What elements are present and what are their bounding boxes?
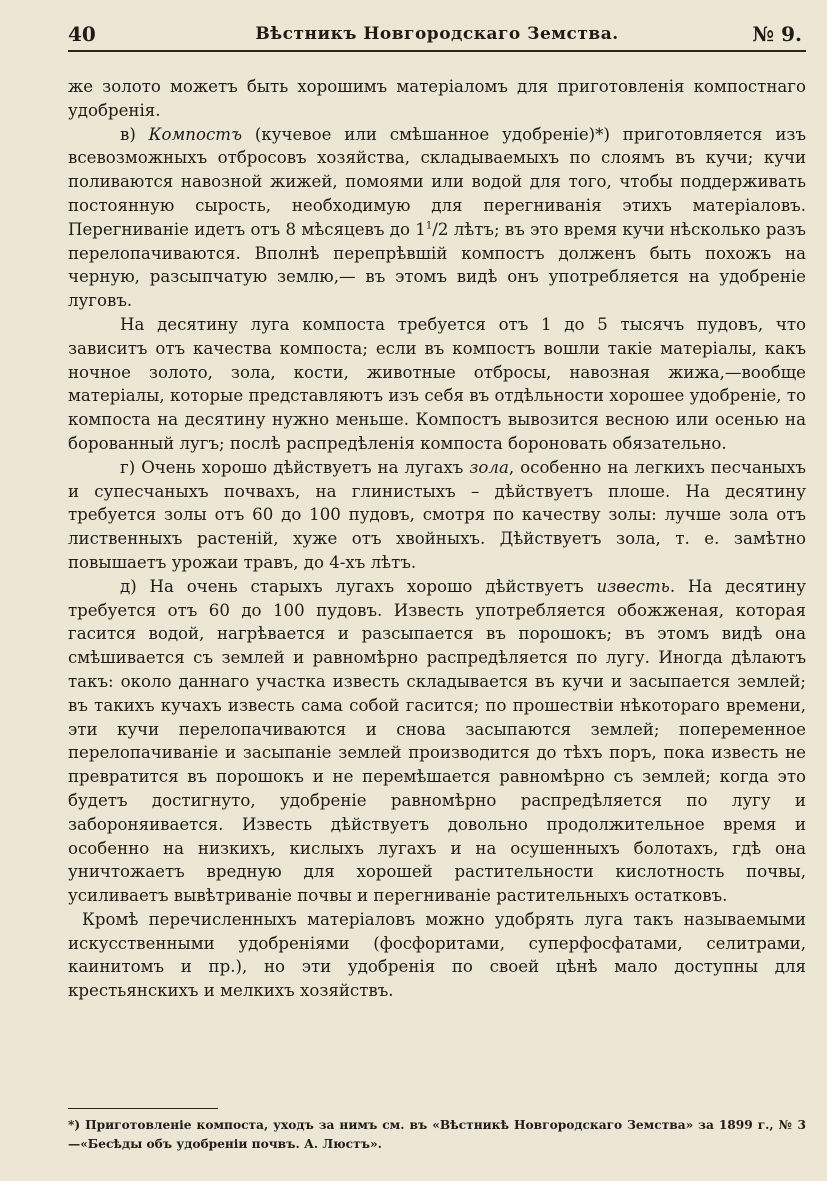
- issue-number: № 9.: [752, 22, 802, 46]
- term-ash: зола: [469, 457, 509, 477]
- term-compost: Компостъ: [148, 124, 243, 144]
- running-header: [68, 20, 806, 52]
- paragraph-lime: д) На очень старыхъ лугахъ хорошо дѣйствуетъ известь. На десятину требуется отъ 60 до 100 пудовъ. Известь употребляется обожженая, которая гасится водой, нагрѣвается и разсыпается въ порошокъ; въ этомъ видѣ она смѣшивается съ землей и равномѣрно распредѣляется по лугу. Иногда дѣлаютъ такъ: около даннаго участка известь складывается въ кучи и засыпается землей; въ такихъ кучахъ известь сама собой гасится; по прошествіи нѣкотораго времени, эти кучи перелопачиваются и снова засыпаются землей; попеременное перелопачиваніе и засыпаніе землей производится до тѣхъ поръ, пока известь не превратится въ порошокъ и не перемѣшается равномѣрно съ землей; когда это будетъ достигнуто, удобреніе равномѣрно распредѣляется по лугу и забороняивается. Известь дѣйствуетъ довольно продолжительное время и особенно на низкихъ, кислыхъ лугахъ и на осушенныхъ болотахъ, гдѣ она уничтожаетъ вредную для хорошей растительности кислотность почвы, усиливаетъ вывѣтриваніе почвы и перегниваніе растительныхъ остатковъ.: [68, 576, 806, 906]
- body-text: [68, 75, 806, 1003]
- footnote-divider: [68, 1108, 218, 1109]
- footnote: [68, 1116, 806, 1154]
- journal-title: Вѣстникъ Новгородскаго Земства.: [255, 24, 619, 44]
- paragraph-compost-rate: На десятину луга компоста требуется отъ 1 до 5 тысячъ пудовъ, что зависитъ отъ качества компоста; если въ компостъ вошли такіе матеріалы, какъ ночное золото, зола, кости, животные отбросы, навозная жижа,—вообще матеріалы, которые представляютъ изъ себя въ отдѣльности хорошее удобреніе, то компоста на десятину нужно меньше. Компостъ вывозится весною или осенью на борованный лугъ; послѣ распредѣленія компоста бороновать обязательно.: [68, 314, 806, 453]
- paragraph-ash: г) Очень хорошо дѣйствуетъ на лугахъ зола, особенно на легкихъ песчаныхъ и супесчаныхъ почвахъ, на глинистыхъ – дѣйствуетъ плоше. На десятину требуется золы отъ 60 до 100 пудовъ, смотря по качеству золы: лучше зола отъ лиственныхъ растеній, хуже отъ хвойныхъ. Дѣйствуетъ зола, т. е. замѣтно повышаетъ урожаи травъ, до 4-хъ лѣтъ.: [68, 457, 806, 572]
- paragraph-artificial: Кромѣ перечисленныхъ матеріаловъ можно удобрять луга такъ называемыми искусственными удобреніями (фосфоритами, суперфосфатами, селитрами, каинитомъ и пр.), но эти удобренія по своей цѣнѣ мало доступны для крестьянскихъ и мелкихъ хозяйствъ.: [68, 909, 806, 1001]
- paragraph-continuation: же золото можетъ быть хорошимъ матеріаломъ для приготовленія компостнаго удобренія.: [68, 77, 806, 120]
- term-lime: известь: [596, 576, 670, 596]
- paragraph-compost: в) Компостъ (кучевое или смѣшанное удобреніе)*) приготовляется изъ всевозможныхъ отбросовъ хозяйства, складываемыхъ по слоямъ въ кучи; кучи поливаются навозной жижей, помоями или водой для того, чтобы поддерживать постоянную сырость, необходимую для перегниванія этихъ матеріаловъ. Перегниваніе идетъ отъ 8 мѣсяцевъ до $1^1/2$ лѣтъ; въ это время кучи нѣсколько разъ перелопачиваются. Вполнѣ перепрѣвшій компостъ долженъ быть похожъ на черную, разсыпчатую землю,— въ этомъ видѣ онъ употребляется на удобреніе луговъ.: [68, 124, 807, 311]
- footnote-text: *) Приготовленіе компоста, уходъ за нимъ см. въ «Вѣстникѣ Новгородскаго Земства» за 1899 г., № 3—«Бесѣды объ удобреніи почвъ. А. Люстъ».: [68, 1118, 806, 1151]
- page-number: 40: [68, 22, 96, 46]
